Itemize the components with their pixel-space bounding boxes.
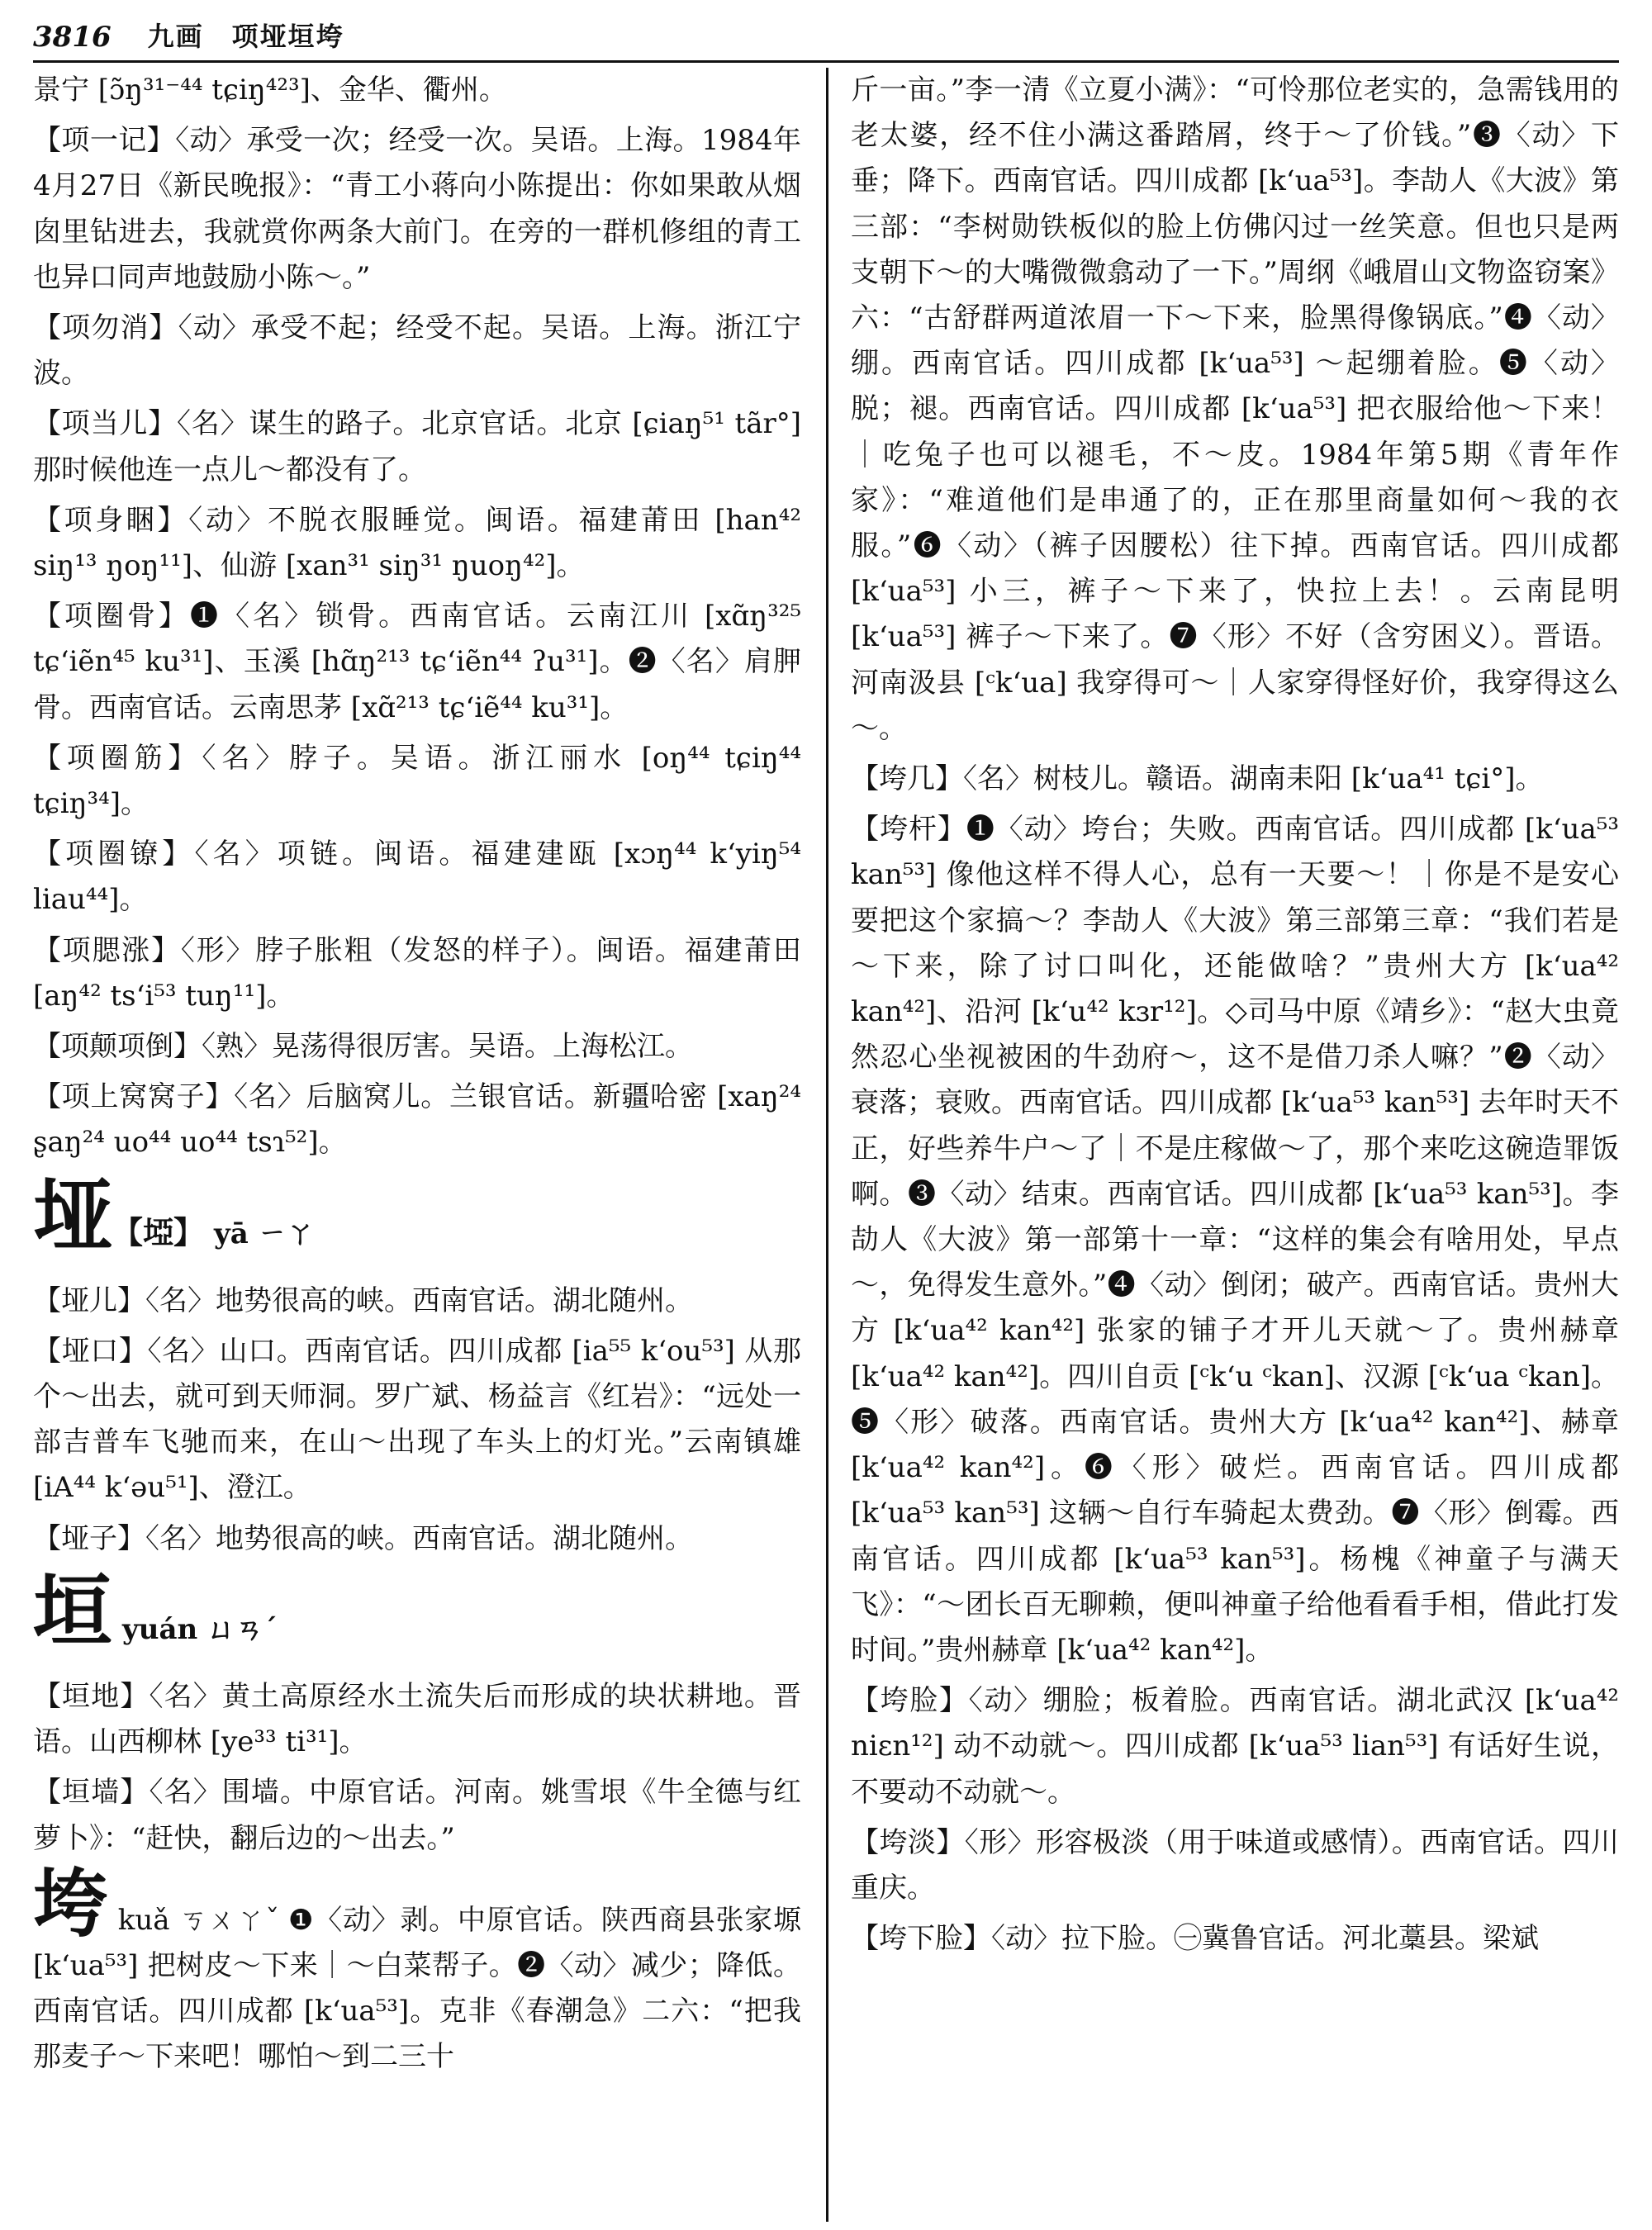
entry: 【垮几】〈名〉树枝儿。赣语。湖南耒阳 [kʻua⁴¹ tɕi°]。: [851, 762, 1544, 796]
head-character-ya: [33, 1168, 801, 1279]
entry: 【项身睏】〈动〉不脱衣服睡觉。闽语。福建莆田 [han⁴² siŋ¹³ ŋoŋ¹¹]、仙游 [xan³¹ siŋ³¹ ŋuoŋ⁴²]。: [33, 503, 801, 583]
entry: 【项圈骨】❶〈名〉锁骨。西南官话。云南江川 [xɑ̃ŋ³²⁵ tɕʻiẽn⁴⁵ ku³¹]、玉溪 [hɑ̃ŋ²¹³ tɕʻiẽn⁴⁴ ʔu³¹]。❷〈名〉肩胛骨。西南官话。云南思茅 [xɑ̃²¹³ tɕʻiẽ⁴⁴ ku³¹]。: [33, 600, 801, 724]
head-char: 垮: [33, 1859, 108, 1948]
kua-definition: ❶〈动〉剥。中原官话。陕西商县张家塬 [kʻua⁵³] 把树皮～下来｜～白菜帮子。❷〈动〉减少；降低。西南官话。四川成都 [kʻua⁵³]。克非《春潮急》二六：“把我那麦子～下来吧！哪怕～到二三十: [33, 1903, 801, 2074]
entry: 【垮下脸】〈动〉拉下脸。㊀冀鲁官话。河北藁县。梁斌: [851, 1922, 1539, 1956]
entry-continuation: 斤一亩。”李一清《立夏小满》：“可怜那位老实的，急需钱用的老太婆，经不住小满这番踏屑，终于～了价钱。”❸〈动〉下垂；降下。西南官话。四川成都 [kʻua⁵³]。李劼人《大波》第三部：“李树勋铁板似的脸上仿佛闪过一丝笑意。但也只是两支朝下～的大嘴微微翕动了一下。”周纲《峨眉山文物盗窃案》六：“古舒群两道浓眉一下～下来，脸黑得像锅底。”❹〈动〉绷。西南官话。四川成都 [kʻua⁵³] ～起绷着脸。❺〈动〉脱；褪。西南官话。四川成都 [kʻua⁵³] 把衣服给他～下来！｜吃兔子也可以褪毛，不～皮。1984年第5期《青年作家》：“难道他们是串通了的，正在那里商量如何～我的衣服。”❻〈动〉（裤子因腰松）往下掉。西南官话。四川成都 [kʻua⁵³] 小三，裤子～下来了，快拉上去！。云南昆明 [kʻua⁵³] 裤子～下来了。❼〈形〉不好（含穷困义）。晋语。河南汲县 [ᶜkʻua] 我穿得可～｜人家穿得怪好价，我穿得这么～。: [851, 74, 1619, 745]
page-number: 3816: [33, 21, 112, 54]
entry: 【项腮涨】〈形〉脖子胀粗（发怒的样子）。闽语。福建莆田 [aŋ⁴² tsʻi⁵³ tuŋ¹¹]。: [33, 933, 801, 1013]
entry: 【垭子】〈名〉地势很高的峡。西南官话。湖北随州。: [33, 1521, 693, 1555]
entry: 【垮淡】〈形〉形容极淡（用于味道或感情）。西南官话。四川重庆。: [851, 1825, 1619, 1905]
entry: 【项当儿】〈名〉谋生的路子。北京官话。北京 [ɕiaŋ⁵¹ tãr°] 那时候他连一点儿～都没有了。: [33, 407, 801, 486]
entry: 【项一记】〈动〉承受一次；经受一次。吴语。上海。1984年4月27日《新民晚报》：“青工小蒋向小陈提出：你如果敢从烟囱里钻进去，我就赏你两条大前门。在旁的一群机修组的青工也异口同声地鼓励小陈～。”: [33, 124, 801, 294]
entry: 景宁 [ɔ̃ŋ³¹⁻⁴⁴ tɕiŋ⁴²³]、金华、衢州。: [33, 74, 507, 107]
head-pinyin: kuǎ ㄎㄨㄚˇ: [117, 1903, 281, 1937]
entry: 【垭儿】〈名〉地势很高的峡。西南官话。湖北随州。: [33, 1283, 693, 1317]
right-column: [851, 68, 1619, 2222]
head-char: 垭: [33, 1168, 112, 1262]
entry: 【项勿消】〈动〉承受不起；经受不起。吴语。上海。浙江宁波。: [33, 311, 801, 391]
head-pinyin: yuán ㄩㄢˊ: [122, 1612, 278, 1646]
entry: 【项圈镣】〈名〉项链。闽语。福建建瓯 [xɔŋ⁴⁴ kʻyiŋ⁵⁴ liau⁴⁴]。: [33, 837, 801, 917]
entry: 【垭口】〈名〉山口。西南官话。四川成都 [ia⁵⁵ kʻou⁵³] 从那个～出去，就可到天师洞。罗广斌、杨益言《红岩》：“远处一部吉普车飞驰而来，在山～出现了车头上的灯光。”云南镇雄 [iA⁴⁴ kʻəu⁵¹]、澄江。: [33, 1334, 801, 1505]
entry: 【项上窝窝子】〈名〉后脑窝儿。兰银官话。新疆哈密 [xaŋ²⁴ ʂaŋ²⁴ uo⁴⁴ uo⁴⁴ tsɿ⁵²]。: [33, 1080, 801, 1160]
entry: 【项颠项倒】〈熟〉晃荡得很厉害。吴语。上海松江。: [33, 1030, 693, 1064]
running-title: 九画 项垭垣垮: [147, 21, 344, 52]
entry: 【垮脸】〈动〉绷脸；板着脸。西南官话。湖北武汉 [kʻua⁴² niɛn¹²] 动不动就～。四川成都 [kʻua⁵³ lian⁵³] 有话好生说，不要动不动就～。: [851, 1684, 1619, 1809]
column-divider: [826, 68, 828, 2222]
entry: 【垣地】〈名〉黄土高原经水土流失后而形成的块状耕地。晋语。山西柳林 [ye³³ ti³¹]。: [33, 1679, 801, 1759]
entry: 【垮杆】❶〈动〉垮台；失败。西南官话。四川成都 [kʻua⁵³ kan⁵³] 像他这样不得人心，总有一天要～！｜你是不是安心要把这个家搞～？李劼人《大波》第三部第三章：“我们若是～下来，除了讨口叫化，还能做啥？”贵州大方 [kʻua⁴² kan⁴²]、沿河 [kʻu⁴² kɜr¹²]。◇司马中原《靖乡》：“赵大虫竟然忍心坐视被困的牛劲府～，这不是借刀杀人嘛？”❷〈动〉衰落；衰败。西南官话。四川成都 [kʻua⁵³ kan⁵³] 去年时天不正，好些养牛户～了｜不是庄稼做～了，那个来吃这碗造罪饭啊。❸〈动〉结束。西南官话。四川成都 [kʻua⁵³ kan⁵³]。李劼人《大波》第一部第十一章：“这样的集会有啥用处，早点～，免得发生意外。”❹〈动〉倒闭；破产。西南官话。贵州大方 [kʻua⁴² kan⁴²] 张家的铺子才开儿天就～了。贵州赫章 [kʻua⁴² kan⁴²]。四川自贡 [ᶜkʻu ᶜkan]、汉源 [ᶜkʻua ᶜkan]。❺〈形〉破落。西南官话。贵州大方 [kʻua⁴² kan⁴²]、赫章 [kʻua⁴² kan⁴²]。❻〈形〉破烂。西南官话。四川成都 [kʻua⁵³ kan⁵³] 这辆～自行车骑起太费劲。❼〈形〉倒霉。西南官话。四川成都 [kʻua⁵³ kan⁵³]。杨槐《神童子与满天飞》：“～团长百无聊赖，便叫神童子给他看看手相，借此打发时间。”贵州赫章 [kʻua⁴² kan⁴²]。: [851, 813, 1619, 1667]
head-variant: 【埡】: [112, 1213, 204, 1250]
left-column: [33, 68, 801, 2222]
head-pinyin: yā ㄧㄚ: [214, 1217, 315, 1250]
head-character-yuan: [33, 1563, 801, 1674]
head-char: 垣: [33, 1563, 112, 1658]
entry: 【垣墙】〈名〉围墙。中原官话。河南。姚雪垠《牛全德与红萝卜》：“赶快，翻后边的～出去。”: [33, 1776, 801, 1855]
head-character-kua: [33, 1859, 801, 2081]
page-header: [33, 12, 1619, 63]
entry: 【项圈筋】〈名〉脖子。吴语。浙江丽水 [oŋ⁴⁴ tɕiŋ⁴⁴ tɕiŋ³⁴]。: [33, 741, 801, 821]
